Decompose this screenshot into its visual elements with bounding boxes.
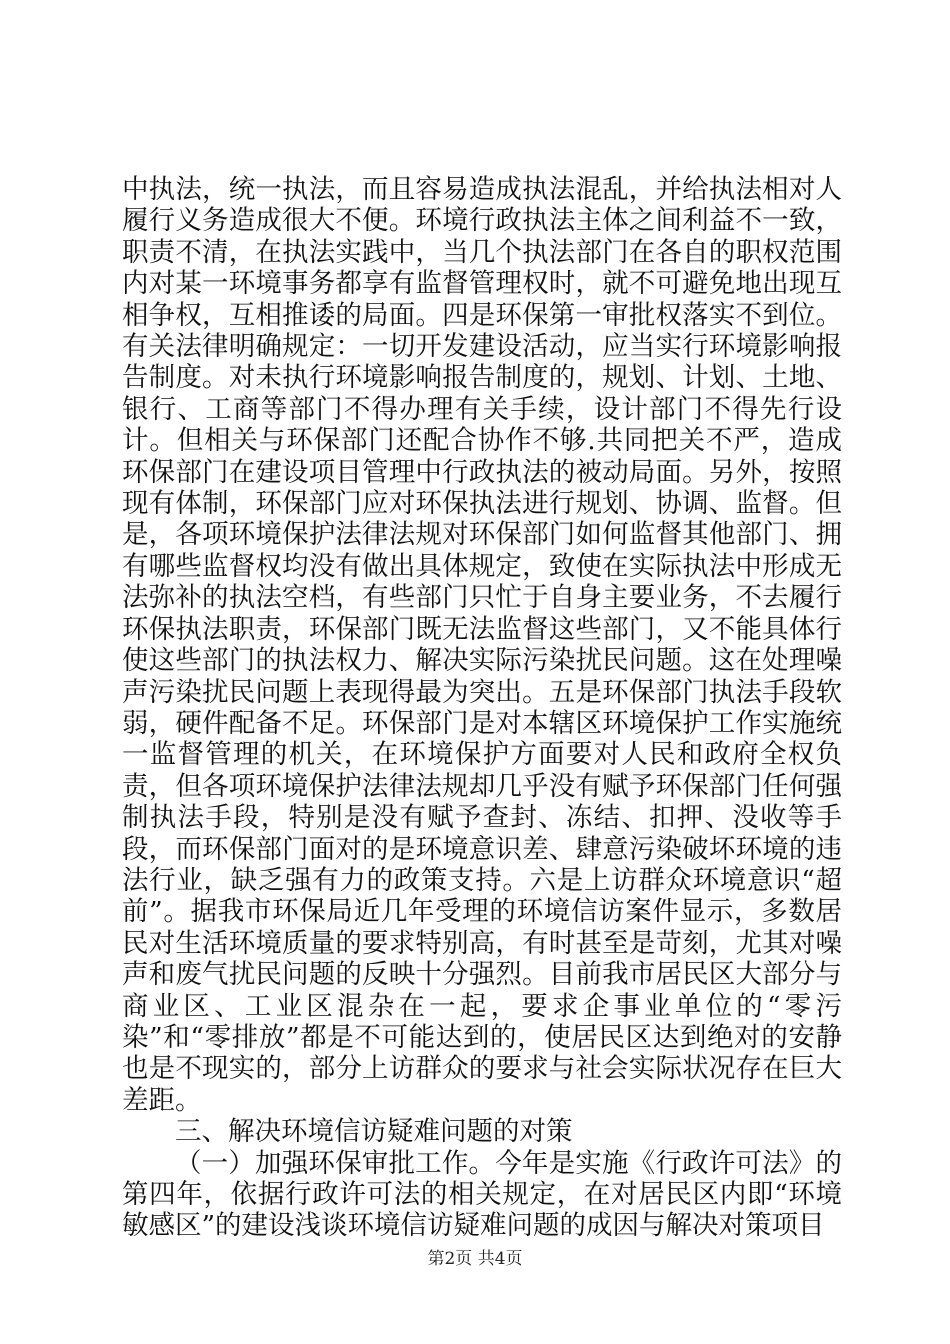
- document-body: [122, 174, 842, 1242]
- section-heading: 三、解决环境信访疑难问题的对策: [175, 1116, 573, 1148]
- paragraph-continuation: 中执法，统一执法，而且容易造成执法混乱，并给执法相对人履行义务造成很大不便。环境行政执法主体之间利益不一致，职责不清，在执法实践中，当几个执法部门在各自的职权范围内对某一环境事务都享有监督管理权时，就不可避免地出现互相争权，互相推诿的局面。四是环保第一审批权落实不到位。有关法律明确规定：一切开发建设活动，应当实行环境影响报告制度。对未执行环境影响报告制度的，规划、计划、土地、银行、工商等部门不得办理有关手续，设计部门不得先行设计。但相关与环保部门还配合协作不够.共同把关不严，造成环保部门在建设项目管理中行政执法的被动局面。另外，按照现有体制，环保部门应对环保执法进行规划、协调、监督。但是，各项环境保护法律法规对环保部门如何监督其他部门、拥有哪些监督权均没有做出具体规定，致使在实际执法中形成无法弥补的执法空档，有些部门只忙于自身主要业务，不去履行环保执法职责，环保部门既无法监督这些部门，又不能具体行使这些部门的执法权力、解决实际污染扰民问题。这在处理噪声污染扰民问题上表现得最为突出。五是环保部门执法手段软弱，硬件配备不足。环保部门是对本辖区环境保护工作实施统一监督管理的机关，在环境保护方面要对人民和政府全权负责，但各项环境保护法律法规却几乎没有赋予环保部门任何强制执法手段，特别是没有赋予查封、冻结、扣押、没收等手段，而环保部门面对的是环境意识差、肆意污染破坏环境的违法行业，缺乏强有力的政策支持。六是上访群众环境意识“超前”。据我市环保局近几年受理的环境信访案件显示，多数居民对生活环境质量的要求特别高，有时甚至是苛刻，尤其对噪声和废气扰民问题的反映十分强烈。目前我市居民区大部分与商业区、工业区混杂在一起，要求企事业单位的“零污染”和“零排放”都是不可能达到的，使居民区达到绝对的安静也是不现实的，部分上访群众的要求与社会实际状况存在巨大差距。: [122, 174, 842, 1116]
- page-number-footer: 第2页 共4页: [427, 1249, 523, 1269]
- paragraph-countermeasure-1: （一）加强环保审批工作。今年是实施《行政许可法》的第四年，依据行政许可法的相关规定，在对居民区内即“环境敏感区”的建设浅谈环境信访疑难问题的成因与解决对策项目: [122, 1147, 842, 1242]
